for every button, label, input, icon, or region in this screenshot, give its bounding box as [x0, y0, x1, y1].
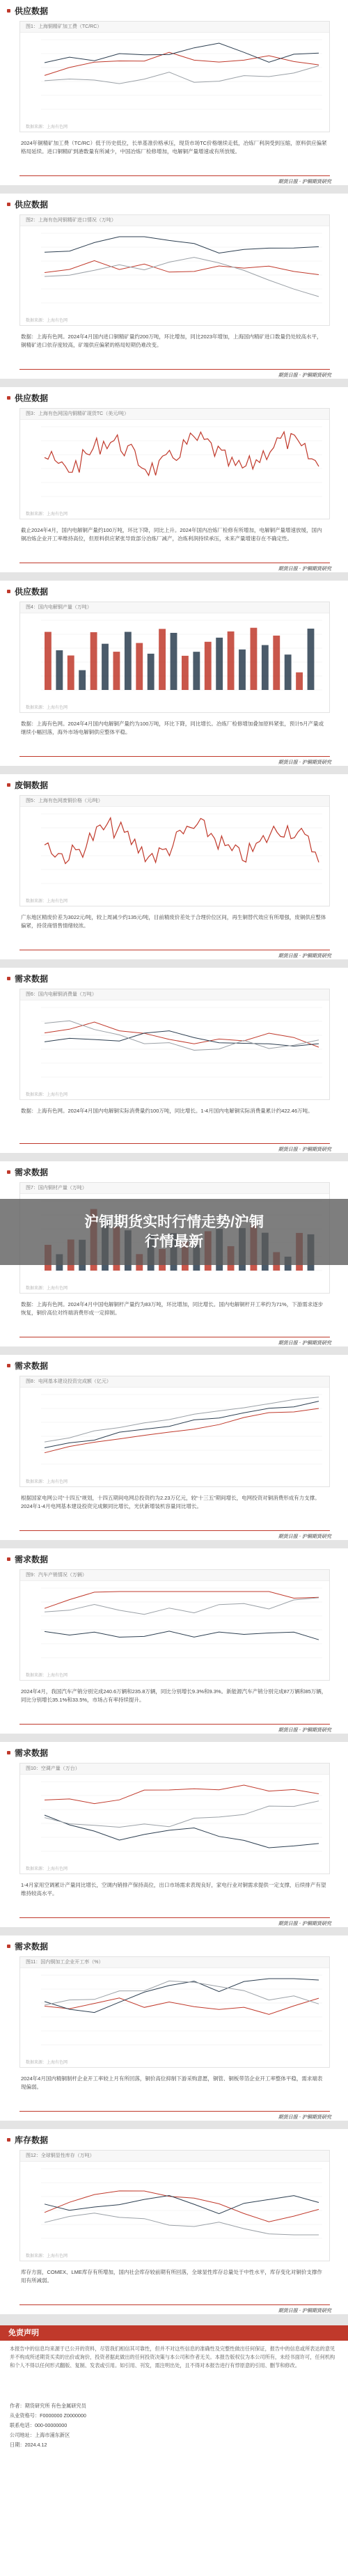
brand-footer: 期货日报 · 沪铜期货研究 [278, 1147, 331, 1152]
series-line-1 [45, 1998, 319, 2015]
section-divider [19, 175, 330, 176]
section-title: 需求数据 [15, 1554, 49, 1564]
section-paragraph: 1-4月家用空调累计产量同比增长，空调内销排产保持高位，出口市场需求表现良好，家电行业对铜需求提供一定支撑，后续排产有望维持较高水平。 [21, 1882, 326, 1896]
chart-title: 图12：全球铜显性库存（万吨） [20, 2151, 329, 2162]
chart-title: 图9：汽车产销情况（万辆） [20, 1570, 329, 1581]
section-header [7, 972, 48, 984]
bullet-icon [7, 977, 10, 980]
footer-line-5: 日期：2024.4.12 [10, 2442, 47, 2448]
section-divider [19, 1530, 330, 1531]
bullet-icon [7, 9, 10, 13]
series-line-1 [45, 52, 319, 75]
section-header [7, 1940, 48, 1952]
brand-footer: 期货日报 · 沪铜期货研究 [278, 954, 331, 959]
section-s9 [0, 1548, 348, 1739]
bar [90, 632, 97, 690]
chart-plot [20, 1581, 329, 1672]
section-s12 [0, 2129, 348, 2320]
section-s5 [0, 774, 348, 965]
chart-source: 数据来源：上海有色网 [26, 900, 68, 904]
bullet-icon [7, 1557, 10, 1561]
brand-footer: 期货日报 · 沪铜期货研究 [278, 567, 331, 572]
disclaimer-section [0, 2325, 348, 2576]
chart-source: 数据来源：上海有色网 [26, 2061, 68, 2065]
section-title: 供应数据 [15, 393, 49, 403]
bullet-icon [7, 1945, 10, 1948]
bar [125, 632, 132, 690]
section-divider [19, 1143, 330, 1144]
chart-plot [20, 1775, 329, 1865]
bar [239, 650, 246, 690]
series-line-1 [45, 1022, 319, 1047]
brand-footer: 期货日报 · 沪铜期货研究 [278, 1728, 331, 1733]
series-line-3 [45, 1021, 319, 1050]
chart-plot [20, 33, 329, 123]
section-header [7, 1165, 48, 1178]
chart-plot [20, 1000, 329, 1091]
series-line-1 [45, 260, 319, 274]
series-line-1 [45, 1785, 319, 1804]
series-line-2 [45, 43, 319, 63]
bullet-icon [7, 2138, 10, 2142]
series-line-3 [45, 1598, 319, 1615]
chart-card [19, 2150, 330, 2261]
series-line-2 [45, 237, 319, 253]
section-divider [19, 1724, 330, 1725]
section-s11 [0, 1935, 348, 2126]
section-paragraph: 2024年铜精矿加工费（TC/RC）低于历史低位，长单基准价格承压，现货市场TC价格继续走低，冶炼厂利润受到压缩，原料供应偏紧格局延续。进口铜精矿到港数量有所减少，中国冶炼厂检修增加，电解铜产量增速或有所放缓。 [21, 140, 327, 155]
section-title: 需求数据 [15, 973, 49, 984]
chart-source: 数据来源：上海有色网 [26, 319, 68, 323]
bar [68, 655, 74, 690]
section-paragraph: 广东地区精废价差为3022元/吨，较上周减少约135元/吨，目前精废价差处于合理价位区间，再生铜替代效应有所增强，废铜供应整体偏紧，持货商惜售情绪较浓。 [21, 914, 326, 929]
chart-plot [20, 2162, 329, 2252]
section-title: 需求数据 [15, 1941, 49, 1951]
section-title: 需求数据 [15, 1748, 49, 1758]
chart-source: 数据来源：上海有色网 [26, 706, 68, 710]
bar [79, 670, 86, 690]
series-line-3 [45, 1981, 319, 2005]
bar [102, 644, 109, 690]
chart-source: 数据来源：上海有色网 [26, 1287, 68, 1291]
chart-title: 图10：空调产量（万台） [20, 1764, 329, 1775]
section-header [7, 4, 48, 17]
banner-title: 沪铜期货实时行情走势/沪铜行情最新 [84, 1214, 264, 1250]
section-s6 [0, 968, 348, 1159]
chart-title: 图11：国内铜加工企业开工率（%） [20, 1957, 329, 1968]
disclaimer-title: 免责声明 [0, 2325, 348, 2341]
footer-line-3: 联系电话：000-00000000 [10, 2422, 68, 2428]
section-paragraph: 数据：上海有色网。2024年4月国内电解铜产量约为100万吨，环比下降，同比增长。冶炼厂检修增加叠加原料紧张，预计5月产量或继续小幅回落，海外市场电解铜供应整体平稳。 [21, 721, 324, 735]
bar [45, 632, 52, 690]
bar [228, 631, 235, 690]
bullet-icon [7, 1364, 10, 1367]
series-line-3 [45, 2213, 319, 2235]
bar [205, 642, 212, 690]
bar [273, 636, 280, 690]
section-divider [19, 369, 330, 370]
chart-source: 数据来源：上海有色网 [26, 512, 68, 517]
series-line-3 [45, 66, 319, 84]
chart-card [19, 408, 330, 519]
section-header [7, 1746, 48, 1759]
bar [216, 638, 223, 690]
bar [56, 650, 63, 690]
brand-footer: 期货日报 · 沪铜期货研究 [278, 373, 331, 378]
series-line-1 [45, 2191, 319, 2222]
series-line-3 [45, 258, 319, 297]
chart-card [19, 21, 330, 132]
series-line-2 [45, 1401, 319, 1448]
brand-footer: 期货日报 · 沪铜期货研究 [278, 2115, 331, 2120]
series-line-3 [45, 1397, 319, 1442]
chart-title: 图5：上海有色网废铜价格（元/吨） [20, 796, 329, 807]
chart-plot [20, 1968, 329, 2059]
section-divider [19, 2111, 330, 2112]
section-header [7, 1553, 48, 1565]
bar [308, 629, 315, 690]
chart-title: 图8：电网基本建设投资完成额（亿元） [20, 1376, 329, 1388]
section-s2 [0, 194, 348, 384]
brand-footer: 期货日报 · 沪铜期货研究 [278, 1922, 331, 1926]
section-s10 [0, 1742, 348, 1933]
brand-footer: 期货日报 · 沪铜期货研究 [278, 760, 331, 765]
bullet-icon [7, 203, 10, 206]
section-s4 [0, 581, 348, 771]
section-paragraph: 2024年4月，我国汽车产销分别完成240.6万辆和235.8万辆，同比分别增长9.3%和9.3%。新能源汽车产销分别完成87万辆和85万辆，同比分别增长35.1%和33.5%，市场占有率持续提升。 [21, 1688, 327, 1703]
chart-title: 图6：国内电解铜消费量（万吨） [20, 989, 329, 1000]
chart-title: 图4：国内电解铜产量（万吨） [20, 602, 329, 613]
chart-plot [20, 420, 329, 510]
section-title: 库存数据 [15, 2135, 49, 2145]
section-title: 供应数据 [15, 199, 49, 210]
bar [251, 628, 258, 690]
bullet-icon [7, 1170, 10, 1174]
footer-line-1: 作者：期货研究所 有色金属研究员 [10, 2403, 86, 2409]
title-banner [0, 1199, 348, 1265]
series-line-2 [45, 2196, 319, 2214]
chart-card [19, 214, 330, 326]
chart-card [19, 1376, 330, 1487]
chart-card [19, 1569, 330, 1681]
bar [296, 673, 303, 690]
chart-card [19, 1763, 330, 1874]
section-title: 废铜数据 [15, 780, 49, 790]
chart-source: 数据来源：上海有色网 [26, 125, 68, 129]
bullet-icon [7, 783, 10, 787]
chart-card [19, 795, 330, 906]
section-paragraph: 2024年4月国内精铜制杆企业开工率较上月有所回落，铜价高位抑制下游采购意愿，铜管、铜板带箔企业开工率整体平稳，需求端表现偏弱。 [21, 2075, 323, 2090]
brand-footer: 期货日报 · 沪铜期货研究 [278, 1341, 331, 1346]
chart-card [19, 1956, 330, 2068]
chart-card [19, 989, 330, 1100]
chart-title: 图3：上海有色网国内铜精矿现货TC（美元/吨） [20, 409, 329, 420]
chart-title: 图1：上海铜精矿加工费（TC/RC） [20, 22, 329, 33]
section-s1 [0, 0, 348, 191]
section-paragraph: 数据：上海有色网。2024年4月国内进口铜精矿量约200万吨，环比增加，同比2023年增加，上海国内精矿进口数量仍处较高水平，铜精矿进口依存度较高，矿端供应偏紧的格局短期仍难改变。 [21, 333, 322, 348]
section-paragraph: 数据：上海有色网。2024年4月国内电解铜实际消费量约100万吨，同比增长。1-4月国内电解铜实际消费量累计约422.46万吨。 [21, 1108, 313, 1114]
bar [136, 643, 143, 690]
section-header [7, 198, 48, 210]
chart-source: 数据来源：上海有色网 [26, 1674, 68, 1678]
brand-footer: 期货日报 · 沪铜期货研究 [278, 1534, 331, 1539]
chart-plot [20, 807, 329, 897]
series-line-1 [45, 818, 319, 864]
bar [193, 652, 200, 690]
section-divider [19, 1917, 330, 1918]
series-line-2 [45, 1031, 319, 1046]
section-title: 需求数据 [15, 1167, 49, 1177]
bar [171, 633, 177, 690]
chart-title: 图7：国内铜材产量（万吨） [20, 1183, 329, 1194]
section-s8 [0, 1355, 348, 1546]
disclaimer-text: 本报告中的信息均来源于已公开的资料，尽管我们相信其可靠性，但并不对这些信息的准确性及完整性做出任何保证，报告中的信息或所表达的意见并不构成所述期货买卖的出价或询价，投资者据此做出的任何投资决策与本公司和作者无关。本报告版权仅为本公司所有，未经书面许可，任何机构和个人不得以任何形式翻版、复制、发表或引用。如引用、刊发，需注明出处，且不得对本报告进行有悖原意的引用、删节和修改。 [10, 2346, 335, 2369]
section-paragraph: 截止2024年4月，国内电解铜产量约100万吨，环比下降，同比上升。2024年国内冶炼厂检修有所增加，电解铜产量增速放缓，国内铜冶炼企业开工率维持高位，但原料供应紧张导致部分冶炼厂减产，冶炼利润持续承压，未来产量增速存在不确定性。 [21, 527, 322, 542]
bar [148, 654, 155, 690]
chart-source: 数据来源：上海有色网 [26, 1480, 68, 1484]
section-paragraph: 库存方面，COMEX、LME库存有所增加，国内社会库存较前期有所回落，全球显性库存总量处于中性水平，库存变化对铜价支撑作用有所减弱。 [21, 2269, 322, 2284]
series-line-2 [45, 1815, 319, 1848]
section-title: 供应数据 [15, 6, 49, 16]
series-line-1 [45, 1408, 319, 1453]
series-line-2 [45, 1631, 319, 1640]
bullet-icon [7, 1751, 10, 1754]
chart-plot [20, 226, 329, 317]
section-title: 需求数据 [15, 1360, 49, 1371]
section-divider [19, 2304, 330, 2305]
footer-line-4: 公司地址：上海市浦东新区 [10, 2432, 70, 2438]
bullet-icon [7, 590, 10, 593]
section-s3 [0, 387, 348, 578]
bar [159, 629, 166, 690]
series-line-2 [45, 1979, 319, 2013]
bullet-icon [7, 396, 10, 400]
brand-footer: 期货日报 · 沪铜期货研究 [278, 180, 331, 184]
section-paragraph: 数据：上海有色网。2024年4月中国电解铜杆产量约为83万吨，环比增加，同比增长。国内电解铜杆开工率约为71%，下游需求逐步恢复，铜价高位对终端消费形成一定抑制。 [21, 1301, 324, 1316]
section-divider [19, 756, 330, 757]
bar [113, 652, 120, 690]
bar [262, 645, 269, 690]
bar [182, 656, 189, 690]
section-title: 供应数据 [15, 586, 49, 597]
section-header [7, 585, 48, 597]
section-header [7, 2133, 48, 2146]
section-paragraph: 根据国家电网公司“十四五”规划，十四五期间电网总投资约为2.23万亿元，较“十三五”期间增长，电网投资对铜消费形成有力支撑。2024年1-4月电网基本建设投资完成额同比增长，光伏新增装机容量同比增长。 [21, 1495, 320, 1509]
series-line-1 [45, 432, 319, 476]
section-header [7, 1359, 48, 1372]
chart-source: 数据来源：上海有色网 [26, 1867, 68, 1871]
chart-source: 数据来源：上海有色网 [26, 2254, 68, 2259]
bar [285, 654, 292, 690]
footer-line-2: 从业资格号：F0000000 Z0000000 [10, 2412, 86, 2419]
chart-title: 图2：上海有色网铜精矿进口情况（万吨） [20, 215, 329, 226]
section-header [7, 391, 48, 404]
chart-plot [20, 613, 329, 704]
chart-card [19, 602, 330, 713]
chart-source: 数据来源：上海有色网 [26, 1093, 68, 1097]
section-header [7, 778, 48, 791]
chart-plot [20, 1388, 329, 1478]
brand-footer: 期货日报 · 沪铜期货研究 [278, 2309, 331, 2314]
